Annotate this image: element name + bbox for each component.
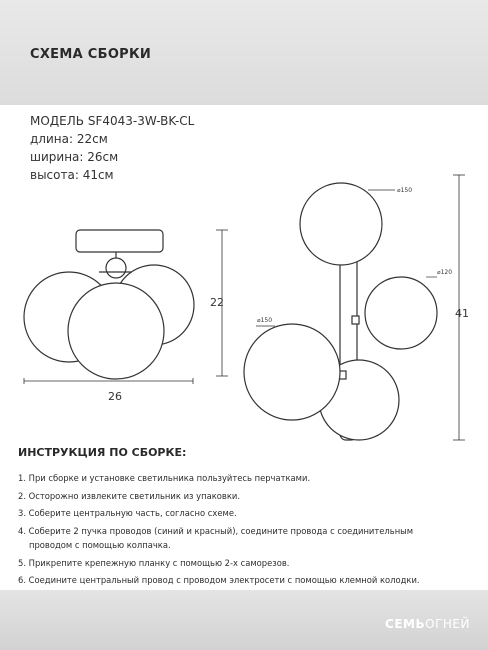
instruction-step-continuation: проводом с помощью колпачка. xyxy=(29,540,171,550)
instructions-title: ИНСТРУКЦИЯ ПО СБОРКЕ: xyxy=(18,446,187,459)
instruction-step: 5. Прикрепите крепежную планку с помощью 2-х саморезов. xyxy=(18,557,290,568)
instruction-step: 1. При сборке и установке светильника пользуйтесь перчатками. xyxy=(18,473,311,483)
side-globe-right xyxy=(365,277,437,349)
assembly-drawing xyxy=(0,160,488,450)
height-label: высота: 41см xyxy=(30,168,114,182)
model-label: МОДЕЛЬ SF4043-3W-BK-CL xyxy=(30,114,195,128)
length-label: длина: 22см xyxy=(30,132,108,146)
side-globe-top xyxy=(300,183,382,265)
instruction-step: 4. Соберите 2 пучка проводов (синий и красный), соедините провода с соединительным xyxy=(18,525,414,536)
side-globe-left xyxy=(244,324,340,420)
diameter-label-left: ⌀150 xyxy=(257,317,273,324)
side-height-dimension-label: 41 xyxy=(455,307,469,320)
width-dimension-label: 26 xyxy=(108,390,122,403)
footer-bar xyxy=(0,590,488,650)
instruction-step: 6. Соедините центральный провод с проводом электросети с помощью клемной колодки. xyxy=(18,575,420,585)
instruction-step: 3. Соберите центральную часть, согласно схеме. xyxy=(18,508,237,518)
page-title: СХЕМА СБОРКИ xyxy=(30,47,152,62)
side-view xyxy=(244,175,465,440)
front-hub xyxy=(106,258,126,278)
instruction-step: 2. Осторожно извлеките светильник из упаковки. xyxy=(18,490,240,501)
brand-light: ОГНЕЙ xyxy=(425,617,470,631)
front-height-dimension-label: 22 xyxy=(210,296,224,309)
front-globe-center xyxy=(68,283,164,379)
header-bar xyxy=(0,0,488,105)
front-view xyxy=(24,230,228,384)
width-label: ширина: 26см xyxy=(30,150,119,164)
brand-logo xyxy=(385,617,470,631)
diameter-label-right: ⌀120 xyxy=(437,269,453,276)
brand-bold: СЕМЬ xyxy=(385,617,426,631)
diameter-label-top: ⌀150 xyxy=(397,187,413,194)
instructions-list xyxy=(18,470,420,590)
front-canopy xyxy=(76,230,163,252)
